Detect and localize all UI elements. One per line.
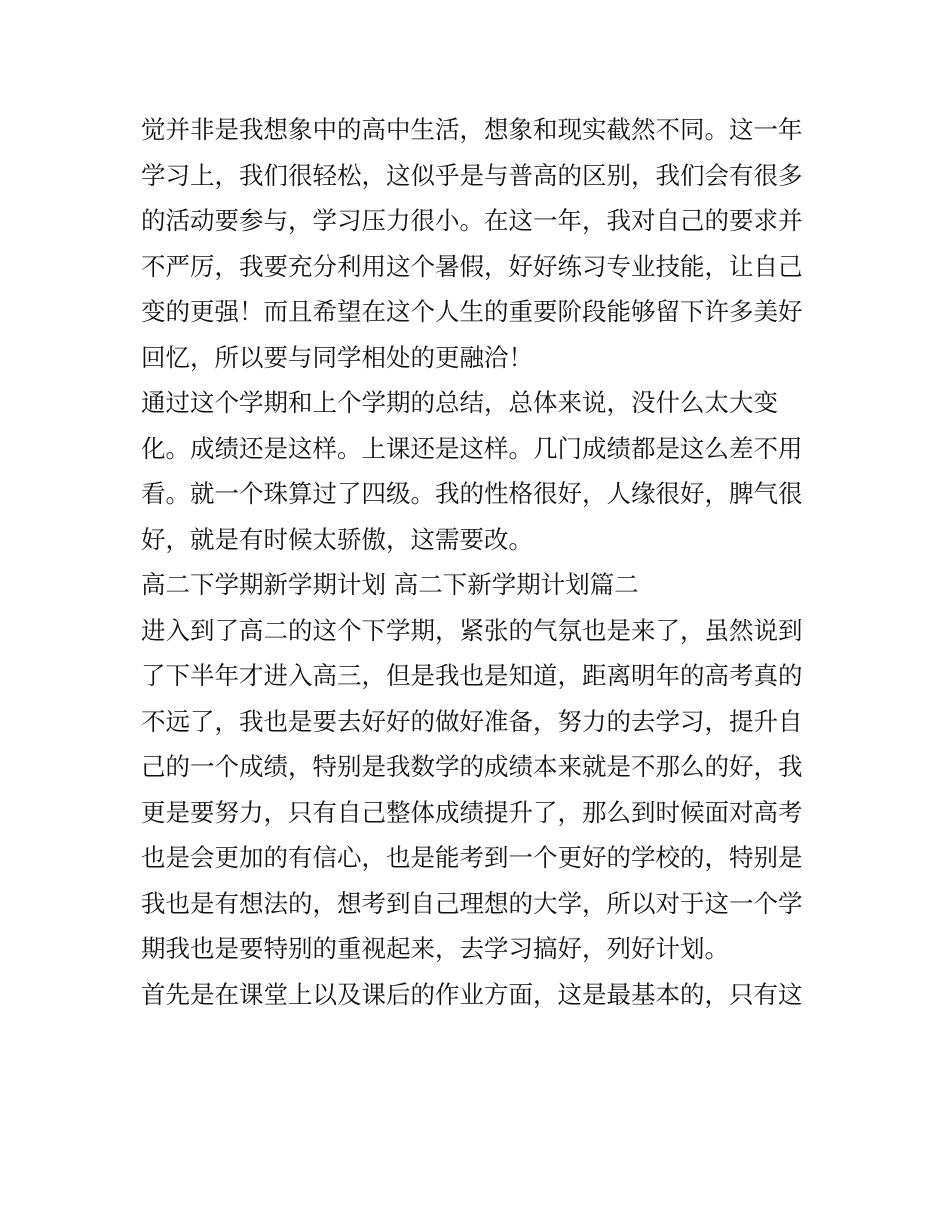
text-line: 好，就是有时候太骄傲，这需要改。: [141, 524, 533, 554]
text-line: 学习上，我们很轻松，这似乎是与普高的区别，我们会有很多: [141, 160, 803, 190]
text-line: 期我也是要特别的重视起来，去学习搞好，列好计划。: [141, 934, 729, 963]
body-text: [141, 107, 813, 1017]
text-line: 化。成绩还是这样。上课还是这样。几门成绩都是这么差不用: [141, 433, 803, 463]
text-line: 的活动要参与，学习压力很小。在这一年，我对自己的要求并: [141, 206, 803, 235]
text-line: 看。就一个珠算过了四级。我的性格很好，人缘很好，脾气很: [141, 479, 803, 508]
text-line: 通过这个学期和上个学期的总结，总体来说，没什么太大变: [141, 388, 778, 417]
text-line: 变的更强！而且希望在这个人生的重要阶段能够留下许多美好: [141, 297, 803, 326]
text-line: 我也是有想法的，想考到自己理想的大学，所以对于这一个学: [141, 888, 803, 918]
text-line: 己的一个成绩，特别是我数学的成绩本来就是不那么的好，我: [141, 752, 803, 781]
section-heading: 高二下学期新学期计划 高二下新学期计划篇二: [141, 570, 639, 599]
text-line: 不严厉，我要充分利用这个暑假，好好练习专业技能，让自己: [141, 251, 803, 281]
text-line: 更是要努力，只有自己整体成绩提升了，那么到时候面对高考: [141, 797, 803, 827]
text-line: 首先是在课堂上以及课后的作业方面，这是最基本的，只有这: [141, 979, 803, 1009]
text-line: 进入到了高二的这个下学期，紧张的气氛也是来了，虽然说到: [141, 615, 803, 645]
text-line: 了下半年才进入高三，但是我也是知道，距离明年的高考真的: [141, 661, 803, 690]
text-line: 觉并非是我想象中的高中生活，想象和现实截然不同。这一年: [141, 115, 803, 144]
text-line: 也是会更加的有信心，也是能考到一个更好的学校的，特别是: [141, 843, 803, 872]
text-line: 回忆，所以要与同学相处的更融洽！: [141, 342, 533, 372]
text-line: 不远了，我也是要去好好的做好准备，努力的去学习，提升自: [141, 706, 803, 736]
